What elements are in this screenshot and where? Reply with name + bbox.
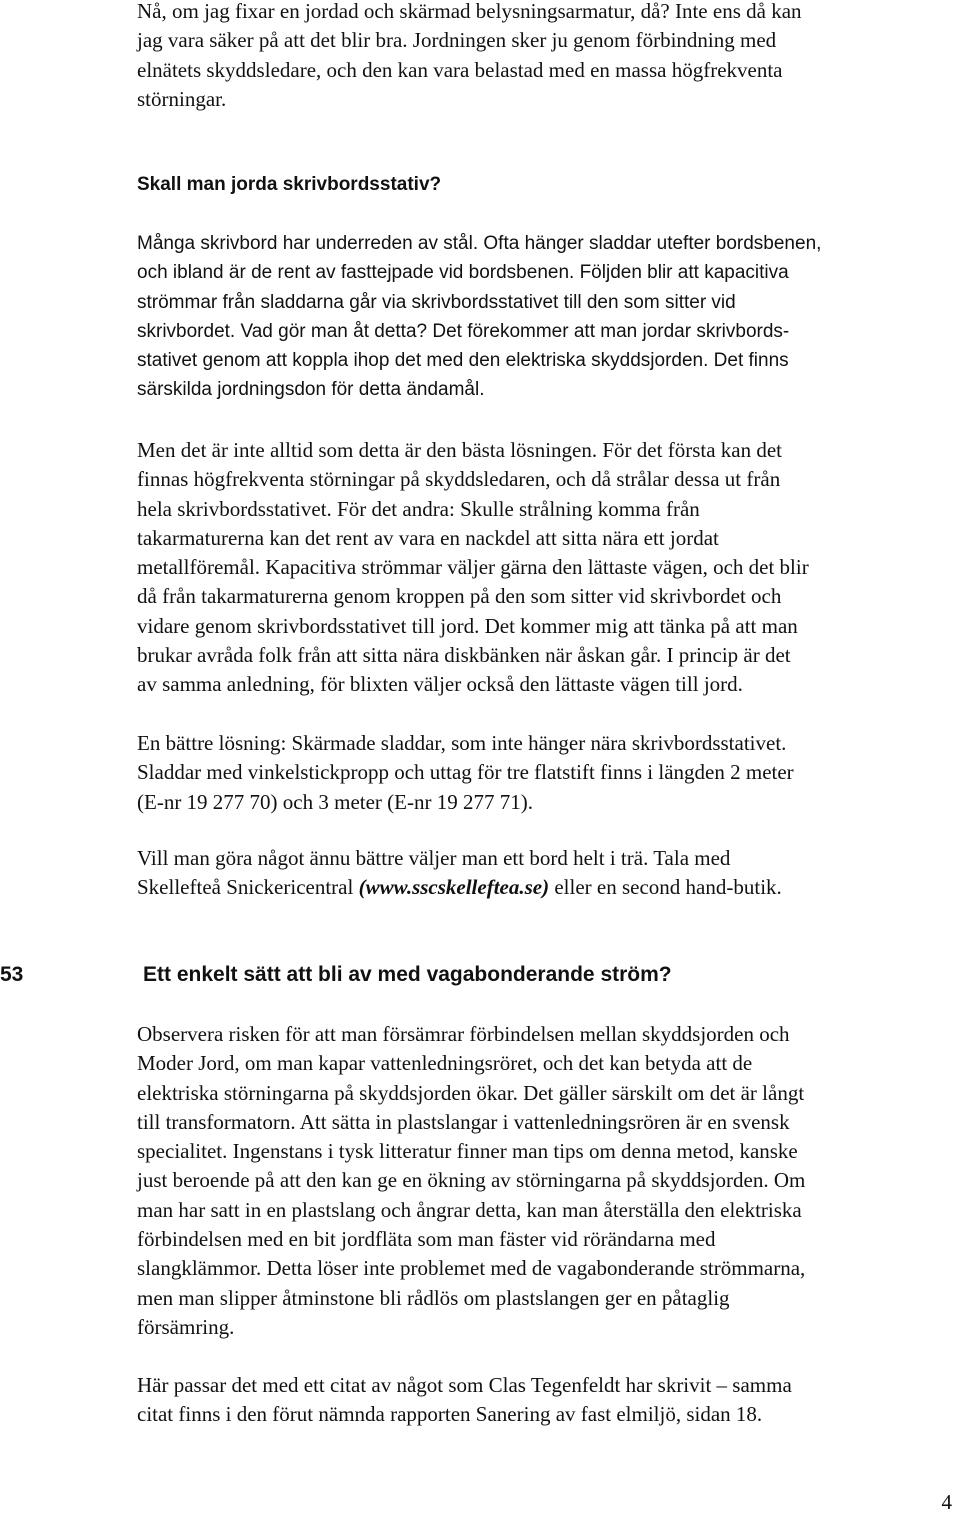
text-line: elektriska störningarna på skyddsjorden ökar. Det gäller särskilt om det är långt	[137, 1080, 805, 1105]
text-line: men man slipper åtminstone bli rådlös om plastslangen ger en påtaglig	[137, 1285, 730, 1310]
text-line: (E-nr 19 277 70) och 3 meter (E-nr 19 277 71).	[137, 789, 533, 814]
text-line: till transformatorn. Att sätta in plastslangar i vattenledningsrören är en svensk	[137, 1109, 790, 1134]
page-number: 4	[941, 1490, 952, 1514]
text-line: man har satt in en plastslang och ångrar detta, kan man återställa den elektriska	[137, 1197, 802, 1222]
website-link[interactable]: (www.sscskelleftea.se)	[358, 875, 550, 900]
text-line: jag vara säker på att det blir bra. Jordningen sker ju genom förbindning med	[137, 28, 777, 53]
text-line: Moder Jord, om man kapar vattenledningsröret, och det kan betyda att de	[137, 1051, 753, 1076]
text-line: vidare genom skrivbordsstativet till jord. Det kommer mig att tänka på att man	[137, 613, 798, 638]
text-fragment: eller en second hand-butik.	[549, 875, 782, 900]
text-line: slangklämmor. Detta löser inte problemet med de vagabonderande strömmarna,	[137, 1256, 806, 1281]
text-line: störningar.	[137, 86, 227, 111]
text-line: just beroende på att den kan ge en ökning av störningarna på skyddsjorden. Om	[137, 1168, 806, 1193]
text-line: citat finns i den förut nämnda rapporten Sanering av fast elmiljö, sidan 18.	[137, 1402, 763, 1427]
text-line: strömmar från sladdarna går via skrivbordsstativet till den som sitter vid	[137, 291, 736, 313]
text-line: Men det är inte alltid som detta är den bästa lösningen. För det första kan det	[137, 438, 782, 462]
paragraph-best-solution	[137, 436, 949, 700]
text-line: skrivbordet. Vad gör man åt detta? Det förekommer att man jordar skrivbords-	[137, 320, 790, 342]
text-line: brukar avråda folk från att sitta nära diskbänken när åskan går. I princip är det	[137, 643, 791, 668]
text-line: då från takarmaturerna genom kroppen på den som sitter vid skrivbordet och	[137, 584, 782, 609]
text-line: Observera risken för att man försämrar förbindelsen mellan skyddsjorden och	[137, 1022, 790, 1046]
section-title: Ett enkelt sätt att bli av med vagabonderande ström?	[143, 963, 672, 986]
text-line: hela skrivbordsstativet. För det andra: Skulle strålning komma från	[137, 496, 700, 521]
paragraph-better-solution	[137, 729, 949, 817]
subheading-desk-grounding: Skall man jorda skrivbordsstativ?	[137, 174, 442, 195]
text-line: av samma anledning, för blixten väljer också den lättaste vägen till jord.	[137, 672, 743, 697]
text-line: elnätets skyddsledare, och den kan vara belastad med en massa högfrekventa	[137, 57, 783, 82]
text-line	[137, 873, 949, 902]
text-line: Här passar det med ett citat av något som Clas Tegenfeldt har skrivit – samma	[137, 1373, 792, 1397]
text-line: särskilda jordningsdon för detta ändamål.	[137, 379, 485, 401]
text-line: En bättre lösning: Skärmade sladdar, som inte hänger nära skrivbordsstativet.	[137, 731, 787, 755]
section-heading	[0, 958, 960, 992]
paragraph-observe-risk	[137, 1020, 949, 1342]
text-line: stativet genom att koppla ihop det med den elektriska skyddsjorden. Det finns	[137, 350, 789, 372]
section-number: 53	[0, 963, 24, 986]
text-fragment: Skellefteå Snickericentral	[137, 875, 359, 900]
text-line: försämring.	[137, 1314, 235, 1339]
paragraph-wooden-desk	[137, 844, 949, 903]
intro-paragraph	[137, 0, 949, 114]
text-line: metallföremål. Kapacitiva strömmar väljer gärna den lättaste vägen, och det blir	[137, 555, 809, 580]
text-line: takarmaturerna kan det rent av vara en nackdel att sitta nära ett jordat	[137, 525, 719, 550]
paragraph-quote-intro	[137, 1371, 949, 1430]
text-line: Nå, om jag fixar en jordad och skärmad belysningsarmatur, då? Inte ens då kan	[137, 0, 802, 23]
text-line: specialitet. Ingenstans i tysk litteratur finner man tips om denna metod, kanske	[137, 1139, 798, 1164]
text-line: förbindelsen med en bit jordfläta som man fäster vid rörändarna med	[137, 1227, 716, 1252]
text-line: Sladdar med vinkelstickpropp och uttag för tre flatstift finns i längden 2 meter	[137, 760, 794, 785]
text-line: och ibland är de rent av fasttejpade vid bordsbenen. Följden blir att kapacitiva	[137, 262, 789, 284]
text-line: finnas högfrekventa störningar på skyddsledaren, och då strålar dessa ut från	[137, 467, 781, 492]
text-line: Många skrivbord har underreden av stål. Ofta hänger sladdar utefter bordsbenen,	[137, 233, 822, 254]
paragraph-steel-frames	[137, 229, 949, 405]
text-line: Vill man göra något ännu bättre väljer man ett bord helt i trä. Tala med	[137, 846, 731, 870]
